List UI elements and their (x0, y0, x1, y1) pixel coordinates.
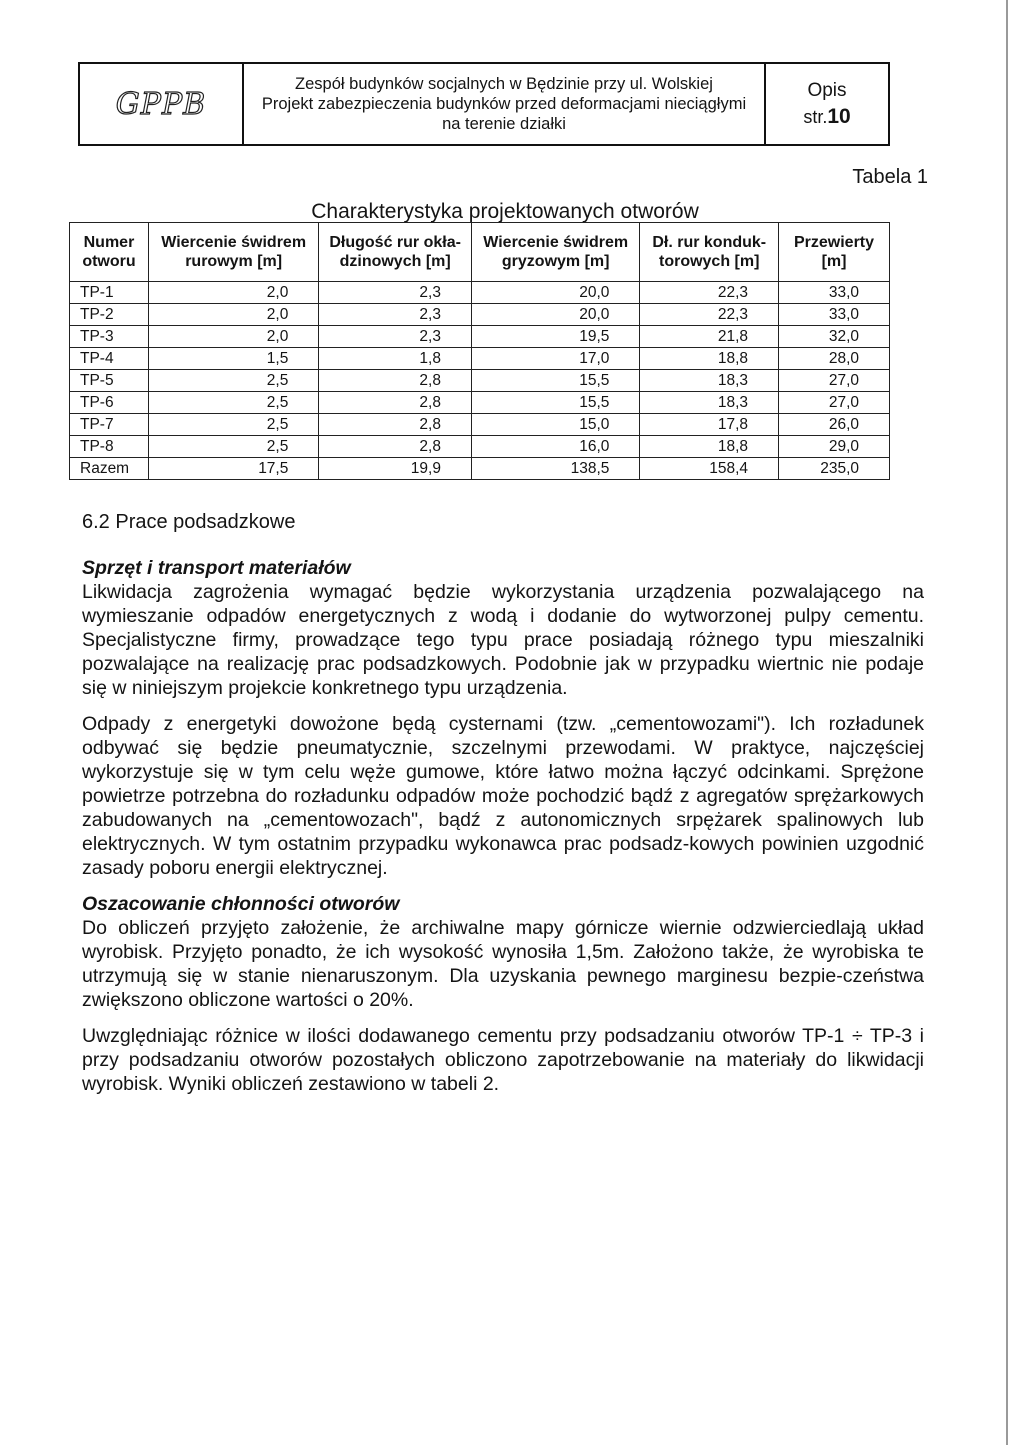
cell: 17,0 (471, 348, 639, 370)
cell: 2,8 (319, 370, 472, 392)
cell: TP-4 (70, 348, 149, 370)
cell: 2,5 (148, 414, 318, 436)
cell: 2,0 (148, 304, 318, 326)
page-number-line (803, 104, 850, 131)
cell: 158,4 (640, 458, 779, 480)
title-line-2: Projekt zabezpieczenia budynków przed deformacjami nieciągłymi (261, 95, 747, 113)
table-row (70, 414, 890, 436)
cell: 2,8 (319, 436, 472, 458)
cell: 2,0 (148, 326, 318, 348)
cell: 2,5 (148, 392, 318, 414)
paragraph: Odpady z energetyki dowożone będą cysternami (tzw. „cementowozami"). Ich rozładunek odbywać się będzie pneumatycznie, szczelnymi przewodami. W praktyce, najczęściej wykorzystuje się w tym celu węże gumowe, które łatwo można łączyć odcinkami. Sprężone powietrze potrzebna do rozładunku odpadów może pochodzić bądź z agregatów sprężarkowych zabudowanych na „cementowozach", bądź z autonomicznych srpężarek spalinowych lub elektrycznych. W tym ostatnim przypadku wykonawca prac podsadz-kowych powinien uzgodnić zasady poboru energii elektrycznej. (82, 713, 924, 879)
cell: 22,3 (640, 282, 779, 304)
cell: 235,0 (779, 458, 890, 480)
cell: 33,0 (779, 304, 890, 326)
section-heading: 6.2 Prace podsadzkowe (82, 511, 296, 533)
paragraph: Likwidacja zagrożenia wymagać będzie wykorzystania urządzenia pozwalającego na wymieszanie odpadów energetycznych z wodą i dodanie do wytworzonej pulpy cementu. Specjalistyczne firmy, prowadzące tego typu prace posiadają różnego typu mieszalniki pozwalające na realizację prac podsadzkowych. Podobnie jak w przypadku wiertnic nie podaje się w niniejszym projekcie konkretnego typu urządzenia. (82, 581, 924, 699)
cell: TP-6 (70, 392, 149, 414)
cell: 18,8 (640, 436, 779, 458)
cell: 19,9 (319, 458, 472, 480)
cell: 18,8 (640, 348, 779, 370)
cell: 2,3 (319, 282, 472, 304)
cell: 2,0 (148, 282, 318, 304)
page-header (78, 62, 890, 146)
cell: TP-2 (70, 304, 149, 326)
cell: Razem (70, 458, 149, 480)
cell: 20,0 (471, 282, 639, 304)
col-header: Wiercenie świdrem rurowym [m] (148, 223, 318, 282)
cell: 18,3 (640, 370, 779, 392)
cell: 29,0 (779, 436, 890, 458)
cell: 138,5 (471, 458, 639, 480)
title-line-1: Zespół budynków socjalnych w Będzinie przy ul. Wolskiej (295, 75, 713, 93)
cell: TP-7 (70, 414, 149, 436)
subheading-absorption: Oszacowanie chłonności otworów (82, 893, 400, 915)
cell: 28,0 (779, 348, 890, 370)
boreholes-table (69, 222, 890, 480)
table-caption: Charakterystyka projektowanych otworów (311, 200, 699, 223)
cell: 27,0 (779, 370, 890, 392)
title-line-3: na terenie działki (442, 115, 566, 133)
col-header: Długość rur okła-dzinowych [m] (319, 223, 472, 282)
cell: 2,3 (319, 326, 472, 348)
cell: 16,0 (471, 436, 639, 458)
cell: TP-1 (70, 282, 149, 304)
table-row (70, 392, 890, 414)
table-row (70, 326, 890, 348)
cell: 18,3 (640, 392, 779, 414)
cell: 27,0 (779, 392, 890, 414)
cell: 2,8 (319, 392, 472, 414)
paragraph: Uwzględniając różnice w ilości dodawanego cementu przy podsadzaniu otworów TP-1 ÷ TP-3 i przy podsadzaniu otworów pozostałych obliczono zapotrzebowanie na materiały do likwidacji wyrobisk. Wyniki obliczeń zestawiono w tabeli 2. (82, 1025, 924, 1095)
table-row (70, 304, 890, 326)
subheading-equipment: Sprzęt i transport materiałów (82, 557, 351, 579)
cell: 2,8 (319, 414, 472, 436)
table-row (70, 436, 890, 458)
col-header: Numer otworu (70, 223, 149, 282)
cell: 19,5 (471, 326, 639, 348)
cell: 1,5 (148, 348, 318, 370)
cell: 33,0 (779, 282, 890, 304)
cell: 22,3 (640, 304, 779, 326)
table-row (70, 282, 890, 304)
cell: TP-3 (70, 326, 149, 348)
table-row (70, 348, 890, 370)
col-header: Dł. rur konduk-torowych [m] (640, 223, 779, 282)
table-row (70, 370, 890, 392)
cell: 2,5 (148, 436, 318, 458)
cell: 32,0 (779, 326, 890, 348)
page-info (766, 64, 888, 144)
logo-cell (80, 64, 244, 144)
cell: 17,5 (148, 458, 318, 480)
cell: 15,5 (471, 392, 639, 414)
col-header: Przewierty [m] (779, 223, 890, 282)
cell: TP-8 (70, 436, 149, 458)
cell: 26,0 (779, 414, 890, 436)
cell: 1,8 (319, 348, 472, 370)
cell: 15,5 (471, 370, 639, 392)
table-header-row (70, 223, 890, 282)
table-label: Tabela 1 (852, 166, 928, 188)
cell: TP-5 (70, 370, 149, 392)
cell: 20,0 (471, 304, 639, 326)
str-label: str. (803, 106, 828, 127)
page-number: 10 (827, 104, 851, 128)
cell: 17,8 (640, 414, 779, 436)
cell: 15,0 (471, 414, 639, 436)
cell: 2,5 (148, 370, 318, 392)
col-header: Wiercenie świdrem gryzowym [m] (471, 223, 639, 282)
opis-label: Opis (807, 79, 847, 101)
cell: 21,8 (640, 326, 779, 348)
paragraph: Do obliczeń przyjęto założenie, że archiwalne mapy górnicze wiernie odzwierciedlają układ wyrobisk. Przyjęto ponadto, że ich wysokość wynosiła 1,5m. Założono także, że wyrobiska te utrzymują się w stanie nienaruszonym. Dla uzyskania pewnego marginesu bezpie-czeństwa zwiększono obliczone wartości o 20%. (82, 917, 924, 1011)
cell: 2,3 (319, 304, 472, 326)
section-body (82, 510, 924, 1108)
company-logo: GPPB (115, 86, 207, 122)
table-total-row (70, 458, 890, 480)
document-title (244, 64, 766, 144)
